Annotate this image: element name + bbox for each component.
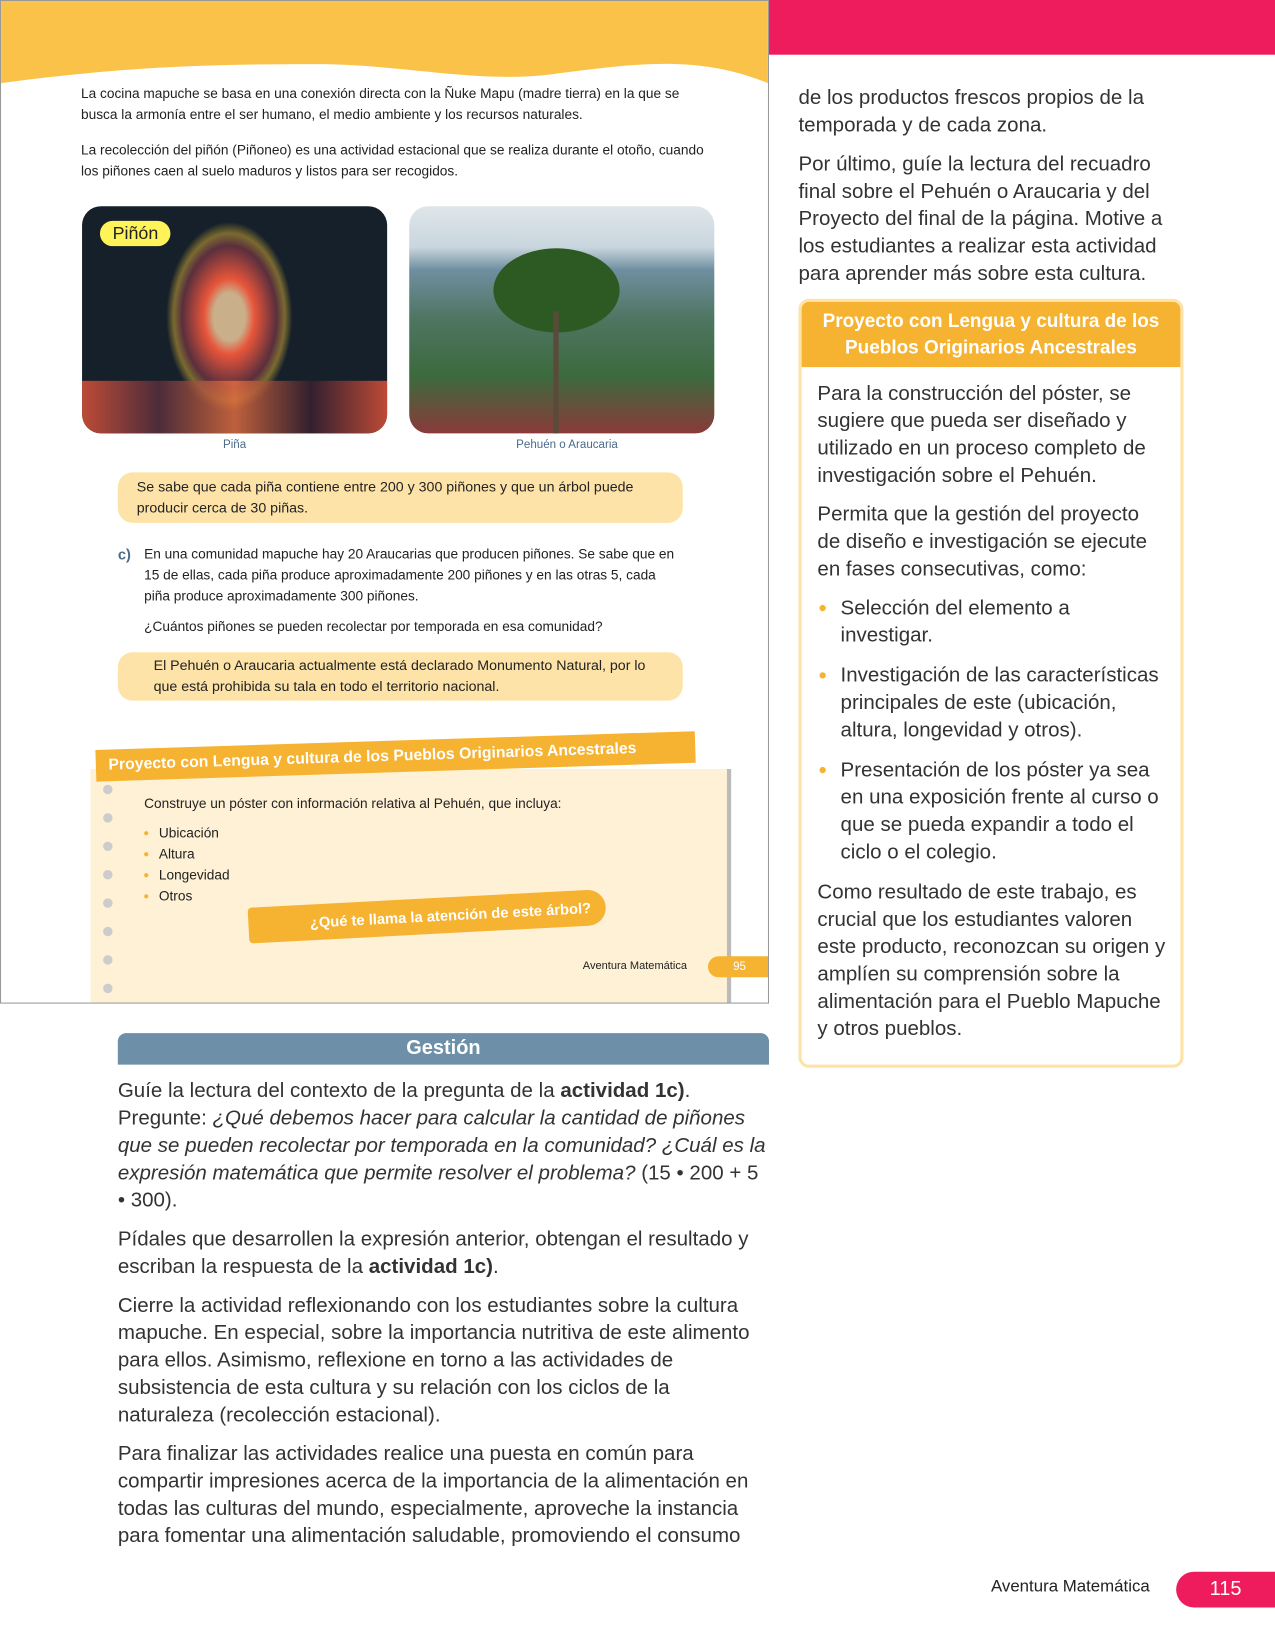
page-number: 115 (1176, 1572, 1275, 1608)
project-intro: Construye un póster con información relativa al Pehuén, que incluya: (144, 795, 562, 812)
gestion-p3: Cierre la actividad reflexionando con los estudiantes sobre la cultura mapuche. En especial, sobre la importancia nutritiva de este alimento para ellos. Asimismo, reflexione en torno a las actividades de subsistencia de esta cultura y su relación con los ciclos de la naturaleza (recolección estacional). (117, 1293, 750, 1427)
right-column-text (798, 84, 1185, 287)
project-item: Otros (144, 886, 229, 907)
gestion-title: Gestión (406, 1037, 481, 1060)
box-p1: Para la construcción del póster, se sugiere que pueda ser diseñado y utilizado en un proceso completo de investigación sobre el Pehuén. (817, 381, 1146, 488)
intro-paragraph-2: La recolección del piñón (Piñoneo) es una actividad estacional que se realiza durante el otoño, cuando los piñones caen al suelo maduros y listos para ser recogidos. (81, 142, 704, 179)
box-bullet: Investigación de las características principales de este (ubicación, altura, longevidad y otros). (817, 662, 1165, 744)
box-p3: Como resultado de este trabajo, es crucial que los estudiantes valoren este producto, reconozcan su origen y amplíen su comprensión sobre la alimentación para el Pueblo Mapuche y otros pueblos. (817, 880, 1166, 1041)
yellow-wave-header (1, 1, 768, 85)
intro-paragraph-1: La cocina mapuche se basa en una conexión directa con la Ñuke Mapu (madre tierra) en la que se busca la armonía entre el ser humano, el medio ambiente y los recursos naturales. (81, 85, 680, 123)
project-guide-box (798, 299, 1183, 1068)
student-footer-label: Aventura Matemática (582, 959, 687, 973)
gestion-body (118, 1077, 770, 1561)
question-text: En una comunidad mapuche hay 20 Araucarias que producen piñones. Se sabe que en 15 de ellas, cada piña produce aproximadamente 200 piñones y en las otras 5, cada piña produce aproximadamente 300 piñones. (144, 545, 675, 604)
photo-caption-araucaria: Pehuén o Araucaria (516, 438, 618, 452)
fact-callout-1 (118, 472, 683, 522)
intro-block (81, 83, 712, 197)
question-letter: c) (117, 545, 131, 563)
box-bullet: Selección del elemento a investigar. (817, 594, 1165, 649)
box-p2: Permita que la gestión del proyecto de diseño e investigación se ejecute en fases consecutivas, como: (817, 502, 1147, 581)
gestion-p1: Guíe la lectura del contexto de la pregunta de la actividad 1c). Pregunte: ¿Qué debemos hacer para calcular la cantidad de piñones que se pueden recolectar por temporada en la comunidad? ¿Cuál es la expresión matemática que permite resolver el problema? (15 • 200 + 5 • 300). (117, 1079, 766, 1212)
project-item: Altura (144, 844, 229, 865)
student-page-number: 95 (708, 956, 769, 977)
gestion-p4: Para finalizar las actividades realice una puesta en común para compartir impresiones acerca de la importancia de la alimentación en todas las culturas del mundo, especialmente, aproveche la instancia para fomentar una alimentación saludable, promoviendo el consumo (117, 1442, 749, 1548)
pinon-label: Piñón (100, 221, 171, 246)
pine-cone-photo (82, 206, 387, 433)
student-page-reduction (0, 0, 769, 1004)
footer-label: Aventura Matemática (990, 1578, 1150, 1596)
photo-caption-pina: Piña (223, 438, 247, 452)
project-item: Longevidad (144, 865, 229, 886)
project-title: Proyecto con Lengua y cultura de los Pueblos Originarios Ancestrales (108, 739, 637, 774)
box-bullet: Presentación de los póster ya sea en una exposición frente al curso o que se pueda expandir a todo el ciclo o el colegio. (817, 756, 1165, 865)
activity-block (118, 472, 683, 700)
project-item: Ubicación (144, 823, 229, 844)
callout-1-text: Se sabe que cada piña contiene entre 200 y 300 piñones y que un árbol puede producir cerca de 30 piñas. (136, 478, 634, 516)
question-group (118, 544, 683, 638)
fact-callout-2 (118, 652, 683, 700)
araucaria-photo (409, 206, 714, 433)
gestion-header (118, 1033, 769, 1065)
right-p1: de los productos frescos propios de la temporada y de cada zona. (798, 86, 1144, 137)
gestion-p2: Pídales que desarrollen la expresión anterior, obtengan el resultado y escriban la respuesta de la actividad 1c). (117, 1227, 749, 1279)
top-pink-bar (768, 0, 1275, 55)
right-p2: Por último, guíe la lectura del recuadro final sobre el Pehuén o Araucaria y del Proyecto del final de la página. Motive a los estudiantes a realizar esta actividad para aprender más sobre esta cultura. (798, 152, 1163, 286)
project-prompt: ¿Qué te llama la atención de este árbol? (309, 899, 592, 931)
question-ask: ¿Cuántos piñones se pueden recolectar por temporada en esa comunidad? (144, 618, 603, 635)
callout-2-text: El Pehuén o Araucaria actualmente está declarado Monumento Natural, por lo que está prohibida su tala en todo el territorio nacional. (153, 657, 646, 695)
project-items (144, 823, 229, 907)
right-column (798, 84, 1185, 1068)
project-guide-title: Proyecto con Lengua y cultura de los Pueblos Originarios Ancestrales (802, 302, 1181, 367)
